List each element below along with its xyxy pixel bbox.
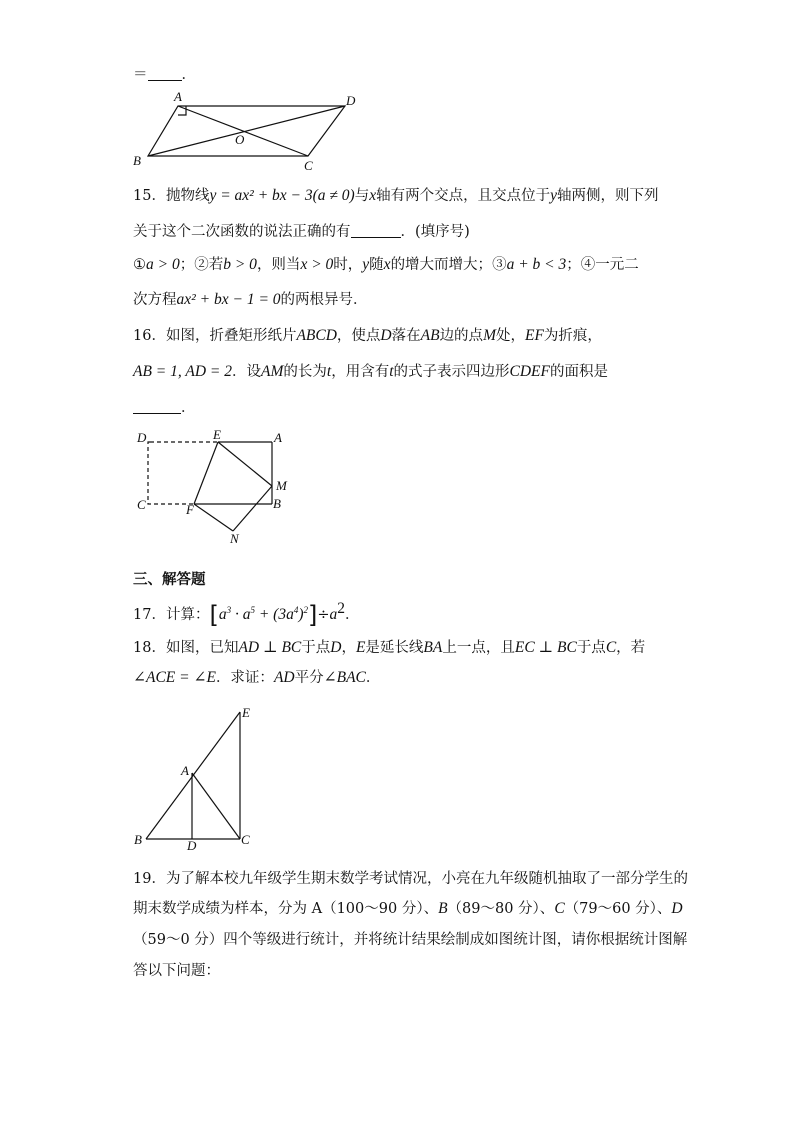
label-M: M xyxy=(276,478,287,493)
label-A: A xyxy=(274,430,282,445)
q18-line2: ∠ACE = ∠E．求证：AD平分∠BAC． xyxy=(133,669,381,686)
label-B: B xyxy=(134,832,142,847)
q18-line1: 18．如图，已知AD ⊥ BC于点D，E是延长线BA上一点，且EC ⊥ BC于点C，若 xyxy=(133,639,646,656)
label-N: N xyxy=(230,531,239,546)
figure-parallelogram xyxy=(128,88,368,176)
label-B: B xyxy=(273,496,281,511)
label-D: D xyxy=(137,430,147,445)
label-F: F xyxy=(186,502,194,517)
q19-line2: 期末数学成绩为样本，分为 A（100～90 分）、B（89～80 分）、C（79～60 分）、D xyxy=(133,900,683,917)
label-O: O xyxy=(235,132,245,147)
q19-line4: 答以下问题： xyxy=(133,963,220,979)
q17-line: 17．计算：$[a^3 \cdot a^5 + (3a^4)^2]\div a^2$． xyxy=(133,600,360,629)
q15-options: ①a > 0；②若b > 0，则当x > 0时，y随x的增大而增大；③a + b < 3；④一元二 xyxy=(133,256,639,273)
section-title: 三、解答题 xyxy=(133,572,206,588)
label-C: C xyxy=(241,832,250,847)
answer-blank[interactable] xyxy=(351,222,401,238)
figure-fold-rectangle xyxy=(130,426,300,550)
figure-triangle xyxy=(130,700,260,855)
label-E: E xyxy=(213,427,221,442)
q19-line3: （59～0 分）四个等级进行统计，并将统计结果绘制成如图统计图，请你根据统计图解 xyxy=(133,932,688,948)
label-A: A xyxy=(174,89,182,104)
q14-answer-line: ＝ ． xyxy=(133,67,196,83)
q16-line3: ． xyxy=(133,397,196,419)
label-D: D xyxy=(346,93,356,108)
label-E: E xyxy=(242,705,250,720)
q15-formula: y = ax² + bx − 3(a ≠ 0) xyxy=(209,187,355,204)
q16-line2: AB = 1, AD = 2．设AM的长为t，用含有t的式子表示四边形CDEF的面积是 xyxy=(133,363,608,380)
q15-line2: 关于这个二次函数的说法正确的有 ．(填序号) xyxy=(133,224,470,240)
q15-line4: 次方程ax² + bx − 1 = 0的两根异号． xyxy=(133,291,368,308)
q17-expression: $a^3 \cdot a^5 + (3a^4)^2$ xyxy=(218,604,308,623)
label-D: D xyxy=(187,838,197,853)
q19-line1: 19．为了解本校九年级学生期末数学考试情况，小亮在九年级随机抽取了一部分学生的 xyxy=(133,871,688,887)
answer-blank[interactable] xyxy=(133,398,181,414)
q16-line1: 16．如图，折叠矩形纸片ABCD，使点D落在AB边的点M处，EF为折痕， xyxy=(133,327,602,344)
q15-line1: 15．抛物线y = ax² + bx − 3(a ≠ 0)与x轴有两个交点，且交点位于y轴两侧，则下列 xyxy=(133,187,659,204)
label-C: C xyxy=(137,497,146,512)
label-B: B xyxy=(133,153,141,168)
answer-blank[interactable] xyxy=(148,65,182,81)
label-A: A xyxy=(181,763,189,778)
label-C: C xyxy=(304,158,313,173)
